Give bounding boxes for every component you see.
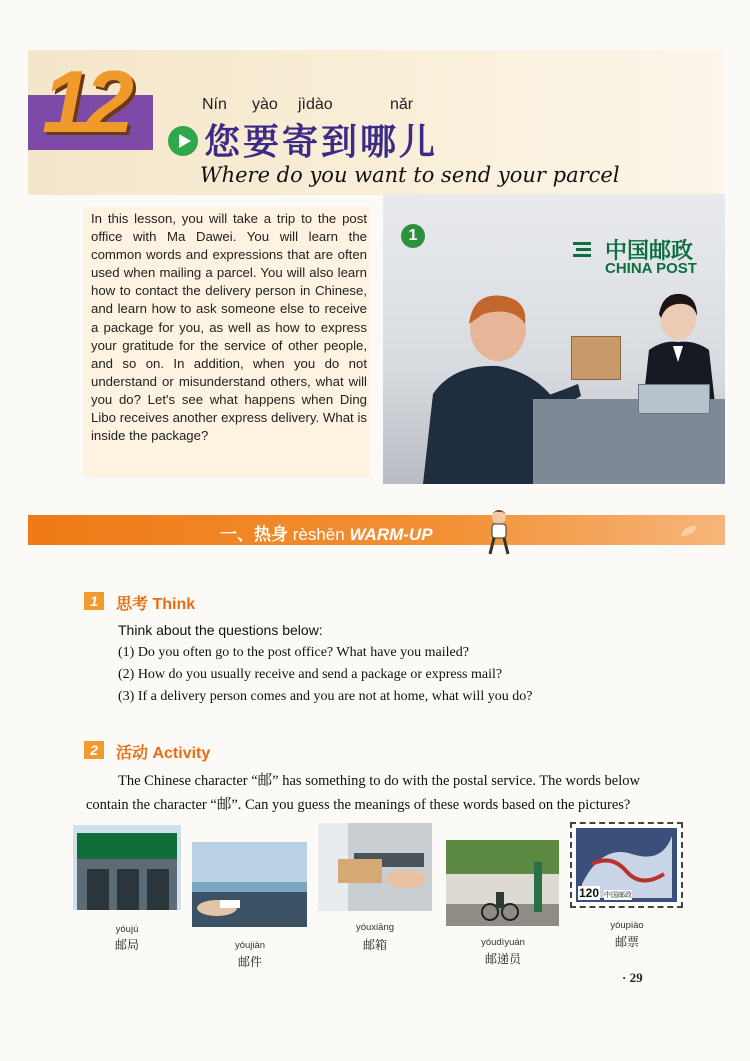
parcel-scale: [638, 384, 710, 414]
picture-5-pinyin: yóupiào: [610, 920, 644, 931]
leaf-decoration-icon: [680, 524, 698, 538]
lesson-title-english: Where do you want to send your parcel: [200, 163, 620, 187]
stamp-label: 中国邮政: [604, 891, 632, 899]
activity-paragraph: The Chinese character “邮” has something to do with the postal service. The words below contain the character “邮”. Can you guess the meanings of these words based on the pictures?: [86, 773, 640, 813]
picture-2-hanzi: 邮件: [237, 955, 262, 969]
china-post-sign-english: CHINA POST: [605, 260, 697, 277]
think-question-3: (3) If a delivery person comes and you are not at home, what will you do?: [118, 689, 533, 704]
picture-4-pinyin: yóudìyuán: [481, 937, 525, 948]
post-office-picture: [73, 825, 181, 910]
picture-2-pinyin: yóujiàn: [234, 940, 266, 951]
picture-3-hanzi: 邮箱: [362, 938, 387, 952]
think-question-1: (1) Do you often go to the post office? What have you mailed?: [118, 645, 469, 660]
picture-3-pinyin: yóuxiāng: [355, 922, 395, 933]
title-pinyin-3: jìdào: [298, 96, 333, 113]
activity-title-english: Activity: [152, 745, 211, 762]
think-title-english: Think: [152, 596, 196, 613]
warmup-chinese: 一、热身: [220, 525, 288, 545]
postman-picture: [446, 840, 559, 926]
photo-number: 1: [401, 224, 425, 248]
picture-5-hanzi: 邮票: [614, 935, 639, 949]
stamp-value: 120: [579, 886, 600, 900]
parcel-box: [571, 336, 621, 380]
running-kid-icon: [482, 508, 516, 558]
think-heading: [116, 591, 195, 614]
mailbox-picture: [318, 823, 432, 911]
picture-4-hanzi: 邮递员: [484, 952, 521, 966]
warmup-english: WARM-UP: [349, 525, 433, 544]
activity-title-chinese: 活动: [116, 743, 149, 762]
stamp-picture: [570, 822, 683, 908]
think-lead: Think about the questions below:: [118, 622, 323, 638]
china-post-logo-icon: [573, 240, 591, 260]
play-audio-icon[interactable]: [168, 126, 198, 156]
title-pinyin-1: Nín: [202, 96, 227, 113]
lesson-number: 12: [42, 52, 128, 151]
warmup-heading: [220, 520, 433, 545]
picture-1-hanzi: 邮局: [114, 938, 139, 952]
china-post-sign-chinese: 中国邮政: [605, 239, 694, 264]
picture-1-pinyin: yóujú: [115, 924, 139, 935]
activity-number-badge: 2: [84, 741, 104, 759]
intro-paragraph: In this lesson, you will take a trip to the post office with Ma Dawei. You will learn the common words and expressions that are often used when mailing a parcel. You will also learn how to contact the delivery person in Chinese, and learn how to ask someone else to receive a package for you, as well as how to express your gratitude for the service of other people, and so on. In addition, when you do not understand or misunderstand others, what will you do? Let's see what happens when Ding Libo receives another express delivery. What is inside the package?: [91, 211, 367, 444]
warmup-pinyin: rèshēn: [292, 525, 345, 544]
think-number-badge: 1: [84, 592, 104, 610]
mail-picture: [192, 842, 307, 927]
title-pinyin-2: yào: [252, 96, 278, 113]
title-pinyin-4: nǎr: [390, 96, 414, 113]
lesson-title-chinese: 您要寄到哪儿: [204, 122, 439, 163]
think-title-chinese: 思考: [116, 594, 149, 613]
post-office-photo: [383, 194, 725, 484]
activity-heading: [116, 740, 210, 763]
page-number: · 29: [622, 970, 643, 985]
think-question-2: (2) How do you usually receive and send a package or express mail?: [118, 667, 503, 682]
